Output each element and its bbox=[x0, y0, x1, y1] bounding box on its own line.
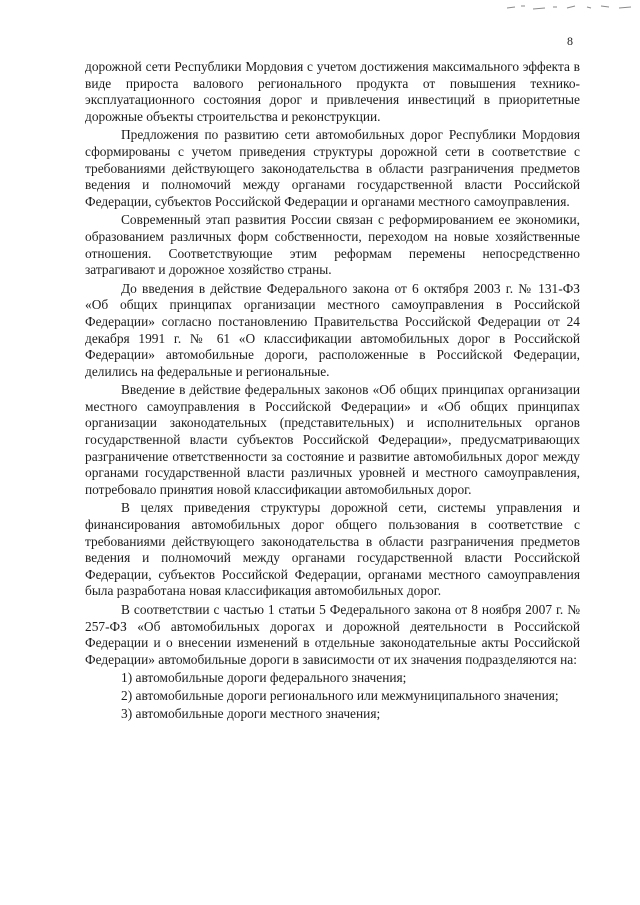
list-item-regional: 2) автомобильные дороги регионального или межмуниципального значения; bbox=[121, 687, 559, 703]
paragraph-current-stage: Современный этап развития России связан с реформированием ее экономики, образованием различных форм собственности, переходом на новые хозяйственные отношения. Соответствующие этим реформам перемены непосредственно затрагивают и дорожное хозяйство страны. bbox=[85, 212, 580, 278]
paragraph-proposals: Предложения по развитию сети автомобильных дорог Республики Мордовия сформированы с учетом приведения структуры дорожной сети в соответствие с требованиями действующего законодательства в области разграничения предметов ведения и полномочий между органами государственной власти Российской Федерации, субъектов Российской Федерации и органами местного самоуправления. bbox=[85, 127, 580, 209]
scan-artifact-marks bbox=[505, 3, 635, 11]
list-item-local: 3) автомобильные дороги местного значения; bbox=[121, 705, 381, 721]
paragraph-before-law: До введения в действие Федерального закона от 6 октября 2003 г. № 131-ФЗ «Об общих принципах организации местного самоуправления в Российской Федерации» согласно постановлению Правительства Российской Федерации от 24 декабря 1991 г. № 61 «О классификации автомобильных дорог в Российской Федерации» автомобильные дороги, расположенные в Российской Федерации, делились на федеральные и региональные. bbox=[85, 280, 580, 379]
paragraph-federal-laws: Введение в действие федеральных законов «Об общих принципах организации местного самоуправления в Российской Федерации» и «Об общих принципах организации законодательных (представительных) и исполнительных органов государственной власти субъектов Российской Федерации», предусматривающих разграничение ответственности за состояние и развитие автомобильных дорог между органами государственной власти различных уровней и местного самоуправления, потребовало принятия новой классификации автомобильных дорог. bbox=[85, 382, 580, 497]
document-body bbox=[85, 59, 580, 723]
paragraph-new-classification: В целях приведения структуры дорожной сети, системы управления и финансирования автомобильных дорог общего пользования в соответствие с требованиями действующего законодательства в области разграничения предметов ведения и полномочий между органами государственной власти Российской Федерации, субъектов Российской Федерации, органами местного самоуправления была разработана новая классификация автомобильных дорог. bbox=[85, 500, 580, 599]
page-number: 8 bbox=[567, 34, 573, 48]
paragraph-law-257: В соответствии с частью 1 статьи 5 Федерального закона от 8 ноября 2007 г. № 257-ФЗ «Об автомобильных дорогах и дорожной деятельности в Российской Федерации и о внесении изменений в отдельные законодательные акты Российской Федерации» автомобильные дороги в зависимости от их значения подразделяются на: bbox=[85, 602, 580, 667]
list-item-federal: 1) автомобильные дороги федерального значения; bbox=[121, 670, 407, 686]
paragraph-continued: дорожной сети Республики Мордовия с учетом достижения максимального эффекта в виде прироста валового регионального продукта от повышения технико-эксплуатационного состояния дорог и привлечения инвестиций в приоритетные дорожные объекты строительства и реконструкции. bbox=[85, 59, 580, 124]
